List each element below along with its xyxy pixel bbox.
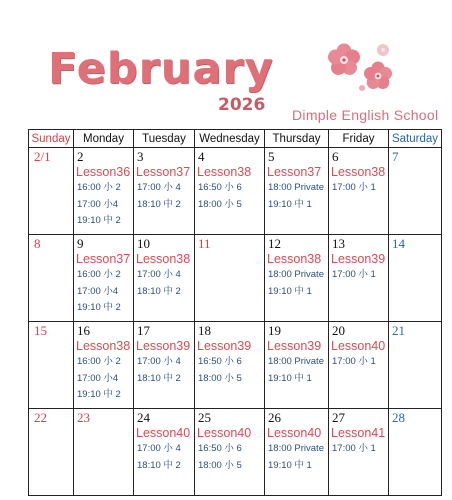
class-time-slot: 18:00 Private xyxy=(268,443,324,454)
day-cell xyxy=(74,148,134,235)
class-time-slot: 19:10 中 1 xyxy=(268,285,312,297)
date-number: 22 xyxy=(34,410,47,425)
class-time-slot: 16:50 小 6 xyxy=(198,443,242,454)
weekday-sunday: Sunday xyxy=(29,130,74,148)
day-cell xyxy=(389,235,442,322)
lesson-label: Lesson38 xyxy=(197,165,252,179)
weekday-wednesday: Wednesday xyxy=(195,130,265,148)
date-number: 18 xyxy=(198,323,211,338)
class-time-slot: 19:10 中 2 xyxy=(77,389,121,400)
class-time-slot: 16:50 小 6 xyxy=(198,182,242,193)
class-time-slot: 18:10 中 2 xyxy=(137,285,181,297)
class-time-slot: 17:00 小 1 xyxy=(332,269,376,280)
class-time-slot: 19:10 中 2 xyxy=(77,302,121,313)
lesson-label: Lesson37 xyxy=(76,252,131,266)
date-number: 27 xyxy=(332,410,345,425)
date-number: 10 xyxy=(137,236,150,251)
day-cell xyxy=(389,148,442,235)
class-time-slot: 18:00 Private xyxy=(268,356,324,367)
flower-large xyxy=(328,44,360,76)
class-time-slot: 17:00 小 4 xyxy=(137,443,181,454)
class-time-slot: 18:10 中 2 xyxy=(137,372,181,384)
date-number: 15 xyxy=(34,323,47,338)
weekday-thursday: Thursday xyxy=(265,130,329,148)
lesson-label: Lesson40 xyxy=(267,426,322,440)
class-time-slot: 16:00 小 2 xyxy=(77,269,121,280)
lesson-label: Lesson38 xyxy=(136,252,191,266)
day-cell xyxy=(134,322,195,409)
class-time-slot: 17:00 小4 xyxy=(77,285,119,297)
date-number: 7 xyxy=(392,149,399,164)
date-number: 16 xyxy=(77,323,90,338)
day-cell xyxy=(29,235,74,322)
weekday-tuesday: Tuesday xyxy=(134,130,195,148)
day-cell xyxy=(265,235,329,322)
class-time-slot: 17:00 小 1 xyxy=(332,443,376,454)
week-row xyxy=(29,409,442,496)
calendar-grid xyxy=(28,129,442,496)
day-cell xyxy=(195,235,265,322)
class-time-slot: 16:00 小 2 xyxy=(77,356,121,367)
weekday-friday: Friday xyxy=(329,130,389,148)
day-cell xyxy=(134,235,195,322)
day-cell xyxy=(329,409,389,496)
lesson-label: Lesson38 xyxy=(331,165,386,179)
date-number: 2/1 xyxy=(34,149,51,164)
flower-right xyxy=(364,62,392,90)
school-name: Dimple English School xyxy=(292,107,439,123)
date-number: 14 xyxy=(392,236,405,251)
day-cell xyxy=(329,148,389,235)
day-cell xyxy=(195,409,265,496)
bud xyxy=(377,44,389,56)
date-number: 26 xyxy=(268,410,281,425)
day-cell xyxy=(29,409,74,496)
day-cell xyxy=(195,322,265,409)
weekday-header-row xyxy=(29,130,442,148)
date-number: 11 xyxy=(198,236,211,251)
day-cell xyxy=(389,409,442,496)
date-number: 6 xyxy=(332,149,339,164)
weekday-monday: Monday xyxy=(74,130,134,148)
day-cell xyxy=(29,322,74,409)
day-cell xyxy=(195,148,265,235)
lesson-label: Lesson39 xyxy=(136,339,191,353)
class-time-slot: 19:10 中 1 xyxy=(268,459,312,471)
lesson-label: Lesson39 xyxy=(331,252,386,266)
lesson-label: Lesson40 xyxy=(136,426,191,440)
lesson-label: Lesson36 xyxy=(76,165,131,179)
class-time-slot: 16:00 小 2 xyxy=(77,182,121,193)
date-number: 13 xyxy=(332,236,345,251)
class-time-slot: 19:10 中 1 xyxy=(268,372,312,384)
year-label: 2026 xyxy=(218,95,266,115)
date-number: 3 xyxy=(137,149,144,164)
month-title: February xyxy=(48,44,274,94)
date-number: 17 xyxy=(137,323,150,338)
class-time-slot: 17:00 小4 xyxy=(77,372,119,384)
class-time-slot: 19:10 中 1 xyxy=(268,198,312,210)
lesson-label: Lesson39 xyxy=(267,339,322,353)
date-number: 5 xyxy=(268,149,275,164)
day-cell xyxy=(134,409,195,496)
class-time-slot: 19:10 中 2 xyxy=(77,215,121,226)
class-time-slot: 18:10 中 2 xyxy=(137,198,181,210)
lesson-label: Lesson40 xyxy=(331,339,386,353)
class-time-slot: 17:00 小 4 xyxy=(137,182,181,193)
day-cell xyxy=(74,235,134,322)
week-row xyxy=(29,235,442,322)
date-number: 23 xyxy=(77,410,90,425)
class-time-slot: 18:10 中 2 xyxy=(137,459,181,471)
day-cell xyxy=(329,235,389,322)
class-time-slot: 16:50 小 6 xyxy=(198,356,242,367)
class-time-slot: 18:00 Private xyxy=(268,182,324,193)
date-number: 19 xyxy=(268,323,281,338)
class-time-slot: 18:00 小 5 xyxy=(198,372,242,384)
date-number: 12 xyxy=(268,236,281,251)
date-number: 9 xyxy=(77,236,84,251)
date-number: 20 xyxy=(332,323,345,338)
lesson-label: Lesson38 xyxy=(76,339,131,353)
day-cell xyxy=(74,322,134,409)
class-time-slot: 17:00 小 1 xyxy=(332,356,376,367)
calendar-body xyxy=(29,148,442,496)
class-time-slot: 18:00 小 5 xyxy=(198,198,242,210)
week-row xyxy=(29,322,442,409)
day-cell xyxy=(74,409,134,496)
day-cell xyxy=(389,322,442,409)
plum-blossom-icon xyxy=(320,40,400,100)
day-cell xyxy=(265,322,329,409)
class-time-slot: 17:00 小4 xyxy=(77,198,119,210)
date-number: 8 xyxy=(34,236,41,251)
lesson-label: Lesson37 xyxy=(136,165,191,179)
class-time-slot: 17:00 小 4 xyxy=(137,269,181,280)
lesson-label: Lesson41 xyxy=(331,426,386,440)
lesson-label: Lesson38 xyxy=(267,252,322,266)
lesson-label: Lesson39 xyxy=(197,339,252,353)
date-number: 4 xyxy=(198,149,205,164)
week-row xyxy=(29,148,442,235)
date-number: 2 xyxy=(77,149,84,164)
day-cell xyxy=(265,409,329,496)
date-number: 24 xyxy=(137,410,150,425)
class-time-slot: 18:00 Private xyxy=(268,269,324,280)
lesson-label: Lesson40 xyxy=(197,426,252,440)
lesson-label: Lesson37 xyxy=(267,165,322,179)
date-number: 28 xyxy=(392,410,405,425)
day-cell xyxy=(329,322,389,409)
day-cell xyxy=(134,148,195,235)
date-number: 25 xyxy=(198,410,211,425)
day-cell xyxy=(29,148,74,235)
date-number: 21 xyxy=(392,323,405,338)
weekday-saturday: Saturday xyxy=(389,130,442,148)
day-cell xyxy=(265,148,329,235)
class-time-slot: 17:00 小 1 xyxy=(332,182,376,193)
class-time-slot: 18:00 小 5 xyxy=(198,459,242,471)
class-time-slot: 17:00 小 4 xyxy=(137,356,181,367)
